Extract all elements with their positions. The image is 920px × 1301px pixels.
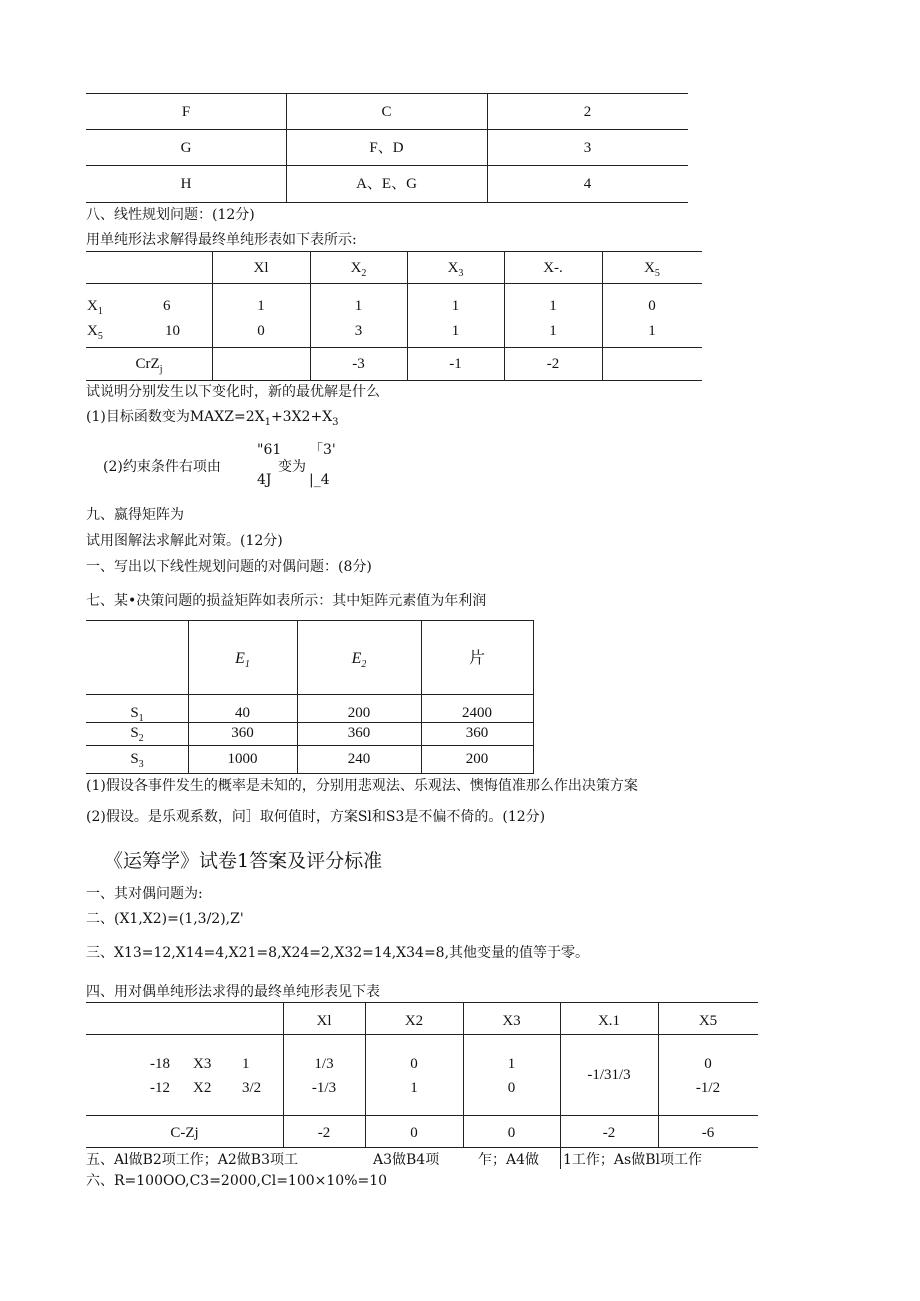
row-label-s3: $S_3$: [130, 751, 144, 770]
answer-5-part-d: 1工作；As做Bl项工作: [563, 1152, 702, 1168]
rhs-to-bottom: |_4: [309, 472, 330, 488]
table-cell: 0: [648, 298, 656, 314]
q8-intro: 用单纯形法求解得最终单纯形表如下表所示:: [86, 232, 357, 248]
col-header-e1: $E_1$: [235, 650, 250, 671]
col-header-x2: X2: [404, 1013, 424, 1029]
table-cell: -3: [352, 356, 365, 372]
q7-part1: (1)假设各事件发生的概率是未知的，分别用悲观法、乐观法、懊悔值准那么作出决策方案: [86, 778, 638, 794]
table-cell: 1: [451, 298, 460, 314]
table-cell: 3: [354, 323, 363, 339]
table-cell: 0: [257, 323, 265, 339]
col-header-x5: X5: [698, 1013, 718, 1029]
row-rhs: 3/2: [242, 1080, 262, 1096]
table-cell: 0: [410, 1056, 418, 1072]
answer-3: 三、X13=12,X14=4,X21=8,X24=2,X32=14,X34=8,其他变量的值等于零。: [86, 945, 590, 961]
table-cell: 240: [347, 751, 371, 767]
cz-label: C-Zj: [170, 1125, 199, 1141]
table-cell: -1/2: [695, 1080, 721, 1096]
row-basis-x5: $X_5$: [87, 323, 103, 342]
col-header-x4: X.1: [597, 1013, 621, 1029]
table-cell: 40: [235, 705, 250, 721]
table-cell: 360: [231, 725, 254, 741]
table-cell: 1: [549, 298, 557, 314]
row-rhs: 10: [165, 323, 180, 339]
rhs-to-top: 「3': [309, 442, 336, 458]
table-cell: 200: [465, 751, 489, 767]
q7-part2: (2)假设。是乐观系数，问］取何值时，方案Sl和S3是不偏不倚的。(12分): [86, 809, 546, 825]
rhs-from-bottom: 4J: [257, 472, 272, 488]
row-cost: -18: [150, 1056, 170, 1072]
row-label-s1: $S_1$: [130, 705, 144, 724]
table-cell: A、E、G: [356, 176, 417, 192]
answer-5-part-b: A3做B4项: [373, 1152, 440, 1168]
col-header-x2: $X_2$: [350, 260, 367, 279]
col-header-x5: $X_5$: [644, 260, 660, 279]
q9-heading: 九、嬴得矩阵为: [86, 507, 184, 523]
table-cell: H: [180, 176, 192, 192]
row-rhs: 6: [163, 298, 171, 314]
col-header-x3: $X_3$: [447, 260, 464, 279]
q8-ask: 试说明分别发生以下变化时，新的最优解是什么: [86, 384, 380, 400]
answer-6: 六、R=100OO,C3=2000,Cl=100×10%=10: [86, 1173, 388, 1189]
table-cell: 0: [507, 1080, 516, 1096]
q8-part1: (1)目标函数变为$MAXZ=2X_1+3X2+X_3$: [86, 409, 339, 428]
col-header-x4: X-.: [543, 260, 563, 276]
answers-title: 《运筹学》试卷1答案及评分标准: [104, 850, 383, 872]
table-cell: 1/3: [314, 1056, 334, 1072]
crz-label: CrZ$_j$: [135, 356, 163, 375]
row-cost: -12: [150, 1080, 170, 1096]
table-cell: 1000: [227, 751, 258, 767]
table-cell: 1: [257, 298, 265, 314]
table-cell: 1: [648, 323, 656, 339]
table-cell: 200: [347, 705, 371, 721]
table-cell: 3: [583, 140, 592, 156]
q1-line: 一、写出以下线性规划问题的对偶问题：(8分): [86, 559, 372, 575]
table-cell: C: [381, 104, 392, 120]
row-rhs: 1: [242, 1056, 250, 1072]
table-cell: 2400: [462, 705, 492, 721]
answer-1: 一、其对偶问题为:: [86, 886, 203, 902]
table-cell: 1: [354, 298, 363, 314]
table-cell: 1: [410, 1080, 418, 1096]
table-cell: 1: [507, 1056, 516, 1072]
row-basis: X3: [193, 1056, 212, 1072]
answer-5-part-c: 乍；A4做: [478, 1152, 540, 1168]
col-header-x3: X3: [502, 1013, 521, 1029]
row-basis-x1: $X_1$: [87, 298, 103, 317]
q8-heading: 八、线性规划问题：(12分): [86, 207, 255, 223]
row-basis: X2: [193, 1080, 212, 1096]
table-cell: -1: [449, 356, 462, 372]
table-cell: -1/3: [311, 1080, 337, 1096]
col-header-e2: $E_2$: [351, 650, 367, 671]
table-cell: -2: [602, 1125, 616, 1141]
table-cell: -2: [317, 1125, 331, 1141]
table-cell: 360: [347, 725, 371, 741]
table-cell: 2: [583, 104, 592, 120]
col-header-xl: Xl: [316, 1013, 332, 1029]
q8-part2-mid: 变为: [278, 459, 306, 475]
table-cell: 4: [583, 176, 592, 192]
answer-5-part-a: 五、Al做B2项工作；A2做B3项工: [86, 1152, 298, 1168]
table-cell: G: [180, 140, 192, 156]
rhs-from-top: "61: [257, 442, 282, 458]
table-cell: -6: [701, 1125, 715, 1141]
table-cell: F: [181, 104, 191, 120]
table-cell: 0: [507, 1125, 516, 1141]
table-cell: 360: [465, 725, 489, 741]
col-header-e3: 片: [468, 650, 485, 667]
table-cell: -2: [546, 356, 560, 372]
q7-heading: 七、某•决策问题的损益矩阵如表所示：其中矩阵元素值为年利润: [86, 593, 487, 609]
answer-2: 二、(X1,X2)=(1,3/2),Z': [86, 911, 244, 927]
table-cell: -1/31/3: [587, 1067, 631, 1083]
table-cell: 0: [704, 1056, 712, 1072]
col-header-xl: Xl: [253, 260, 269, 276]
answer-4: 四、用对偶单纯形法求得的最终单纯形表见下表: [86, 984, 380, 1000]
table-cell: 0: [410, 1125, 418, 1141]
table-cell: F、D: [369, 140, 404, 156]
q8-part2-label: (2)约束条件右项由: [103, 459, 221, 475]
table-cell: 1: [451, 323, 460, 339]
row-label-s2: $S_2$: [130, 725, 144, 744]
table-cell: 1: [549, 323, 557, 339]
q9-line2: 试用图解法求解此对策。(12分): [86, 533, 283, 549]
